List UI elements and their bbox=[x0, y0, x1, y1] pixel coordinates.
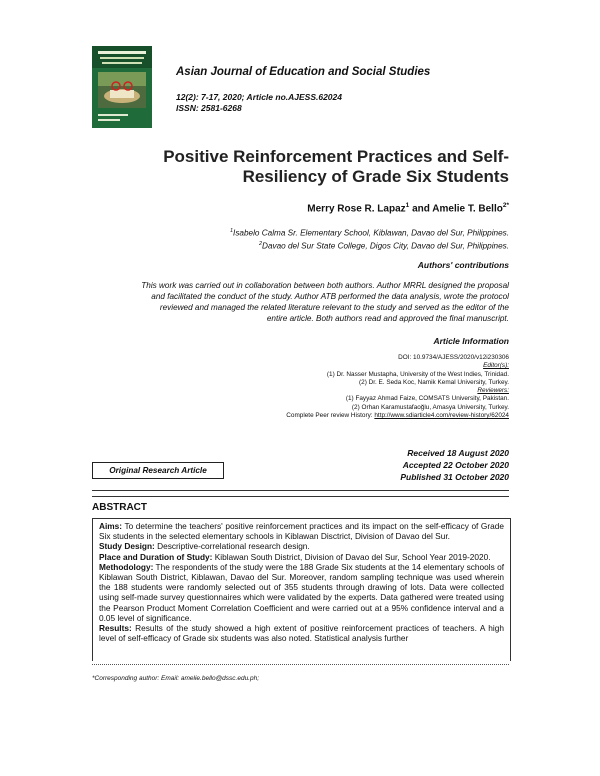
abstract-results: Results: Results of the study showed a high extent of positive reinforcement practices of teachers. A high level of self-efficacy of Grade six students was also noted. Statistical analysis further bbox=[99, 623, 504, 644]
abstract-design: Study Design: Descriptive-correlational research design. bbox=[99, 541, 310, 552]
accepted-date: Accepted 22 October 2020 bbox=[402, 460, 509, 470]
affiliation-2: $^2$Davao del Sur State College, Digos City, Davao del Sur, Philippines. bbox=[258, 240, 509, 251]
reviewer-1: (1) Fayyaz Ahmad Faize, COMSATS University, Pakistan. bbox=[345, 395, 509, 403]
footnote-divider bbox=[92, 664, 509, 665]
review-history: Complete Peer review History: http://www.sdiarticle4.com/review-history/62024 bbox=[286, 412, 509, 420]
editor-1: (1) Dr. Nasser Mustapha, University of the West Indies, Trinidad. bbox=[326, 370, 509, 378]
divider-bottom bbox=[92, 496, 509, 497]
abstract-box bbox=[92, 518, 511, 661]
article-dates bbox=[400, 447, 509, 483]
citation: 12(2): 7-17, 2020; Article no.AJESS.62024 bbox=[176, 92, 342, 102]
reviewer-2: (2) Orhan Karamustafaoğlu, Amasya University, Turkey. bbox=[351, 403, 509, 411]
abstract-aims: Aims: To determine the teachers' positive reinforcement practices and its impact on the self-efficacy of Grade Six students in the selected elementary schools in Kiblawan Disctrict, Division of Davao del Sur. bbox=[99, 521, 504, 542]
affiliation-1: $^1$Isabelo Calma Sr. Elementary School, Kiblawan, Davao del Sur, Philippines. bbox=[229, 228, 509, 238]
author-2: Amelie T. Bello bbox=[432, 203, 503, 215]
contributions-heading: Authors' contributions bbox=[417, 260, 509, 270]
title-line-1: Positive Reinforcement Practices and Self- bbox=[163, 147, 509, 166]
journal-name: Asian Journal of Education and Social Studies bbox=[176, 66, 431, 78]
corresponding-author-footnote: *Corresponding author: Email: amelie.bello@dssc.edu.ph; bbox=[92, 675, 260, 682]
review-history-link[interactable]: http://www.sdiarticle4.com/review-history/62024 bbox=[374, 412, 509, 420]
article-title bbox=[69, 147, 509, 187]
editor-2: (2) Dr. E. Seda Koc, Namik Kemal University, Turkey. bbox=[359, 378, 509, 386]
article-type-box: Original Research Article bbox=[92, 462, 224, 479]
abstract-place: Place and Duration of Study: Kiblawan South District, Division of Davao del Sur, School Year 2019-2020. bbox=[99, 551, 491, 562]
divider-top bbox=[92, 490, 509, 491]
affiliations bbox=[89, 226, 509, 251]
abstract-heading: ABSTRACT bbox=[92, 502, 147, 513]
article-info bbox=[149, 354, 509, 420]
article-info-heading: Article Information bbox=[433, 336, 509, 346]
doi: DOI: 10.9734/AJESS/2020/v12i230306 bbox=[398, 354, 509, 361]
author-list bbox=[307, 202, 509, 214]
journal-meta bbox=[176, 92, 342, 114]
author-2-sup: 2* bbox=[502, 202, 509, 209]
abstract-methodology: Methodology: The respondents of the study were the 188 Grade Six students at the 14 elementary schools of Kiblawan South District, Kiblawan, Davao del Sur. Moreover, random sampling technique was used wherein the 188 students were randomly selected out of 355 students through drawing of lots. Data were collected using self-made survey questionnaires which were validated by the experts. Data gathered were treated using the Pearson Product Moment Correlation Coefficient and were carried out at a 95% confidence interval and a 0.05 level of significance. bbox=[99, 561, 504, 623]
contributions-text: This work was carried out in collaboration between both authors. Author MRRL designed the proposal and facilitated the conduct of the study. Author ATB performed the data analysis, wrote the protocol reviewed and managed the related literature relevant to the study and served as the editor of the entire article. Both authors read and approved the final manuscript. bbox=[141, 281, 509, 323]
issn: ISSN: 2581-6268 bbox=[176, 103, 242, 113]
received-date: Received 18 August 2020 bbox=[407, 448, 509, 458]
author-1: Merry Rose R. Lapaz bbox=[307, 203, 406, 215]
author-and: and bbox=[412, 203, 430, 215]
editors-label: Editor(s): bbox=[483, 362, 509, 370]
reviewers-label: Reviewers: bbox=[477, 387, 509, 395]
author-1-sup: 1 bbox=[405, 202, 410, 209]
journal-cover-image bbox=[92, 46, 152, 128]
published-date: Published 31 October 2020 bbox=[400, 472, 509, 482]
title-line-2: Resiliency of Grade Six Students bbox=[242, 167, 509, 186]
